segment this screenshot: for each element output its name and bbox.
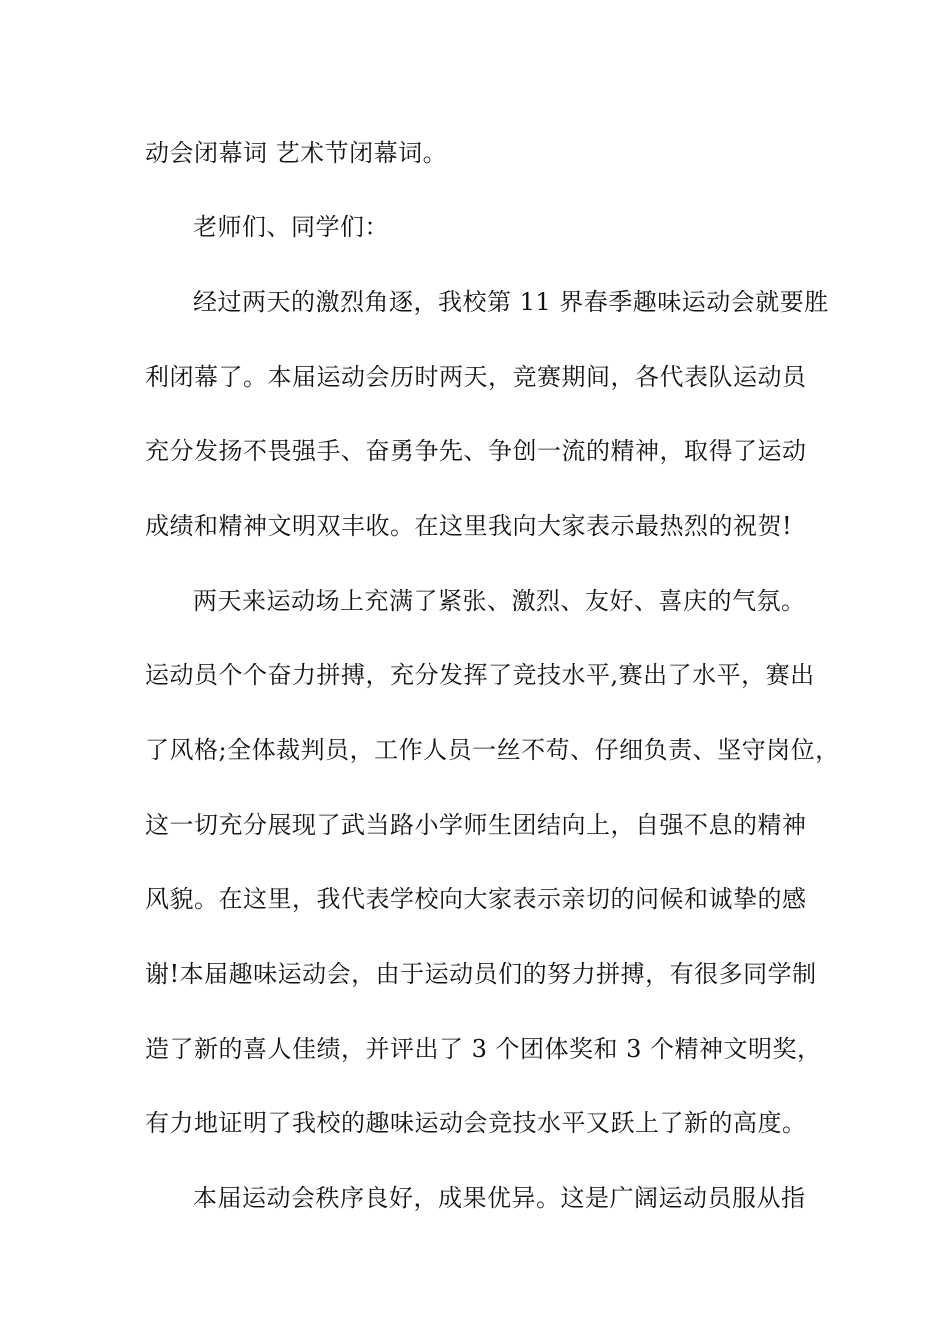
paragraph-2-line-7: 造了新的喜人佳绩，并评出了 3 个团体奖和 3 个精神文明奖， bbox=[145, 1035, 822, 1063]
paragraph-1-line-1: 经过两天的激烈角逐，我校第 11 界春季趣味运动会就要胜 bbox=[193, 288, 829, 316]
text-line-1: 动会闭幕词 艺术节闭幕词。 bbox=[145, 139, 448, 167]
paragraph-2-line-4: 这一切充分展现了武当路小学师生团结向上，自强不息的精神 bbox=[145, 811, 807, 839]
paragraph-1-line-3: 充分发扬不畏强手、奋勇争先、争创一流的精神，取得了运动 bbox=[145, 437, 807, 465]
salutation-line: 老师们、同学们： bbox=[193, 213, 389, 241]
paragraph-3-line-1: 本届运动会秩序良好，成果优异。这是广阔运动员服从指 bbox=[193, 1184, 806, 1212]
paragraph-2-line-5: 风貌。在这里，我代表学校向大家表示亲切的问候和诚挚的感 bbox=[145, 885, 807, 913]
paragraph-2-line-2: 运动员个个奋力拼搏，充分发挥了竞技水平,赛出了水平，赛出 bbox=[145, 661, 815, 689]
paragraph-1-line-4: 成绩和精神文明双丰收。在这里我向大家表示最热烈的祝贺! bbox=[145, 512, 793, 540]
paragraph-1-line-2: 利闭幕了。本届运动会历时两天，竞赛期间，各代表队运动员 bbox=[145, 363, 807, 391]
paragraph-2-line-6: 谢!本届趣味运动会，由于运动员们的努力拼搏，有很多同学制 bbox=[145, 960, 817, 988]
paragraph-2-line-8: 有力地证明了我校的趣味运动会竞技水平又跃上了新的高度。 bbox=[145, 1109, 807, 1137]
paragraph-2-line-1: 两天来运动场上充满了紧张、激烈、友好、喜庆的气氛。 bbox=[193, 587, 806, 615]
paragraph-2-line-3: 了风格;全体裁判员，工作人员一丝不苟、仔细负责、坚守岗位， bbox=[145, 736, 840, 764]
